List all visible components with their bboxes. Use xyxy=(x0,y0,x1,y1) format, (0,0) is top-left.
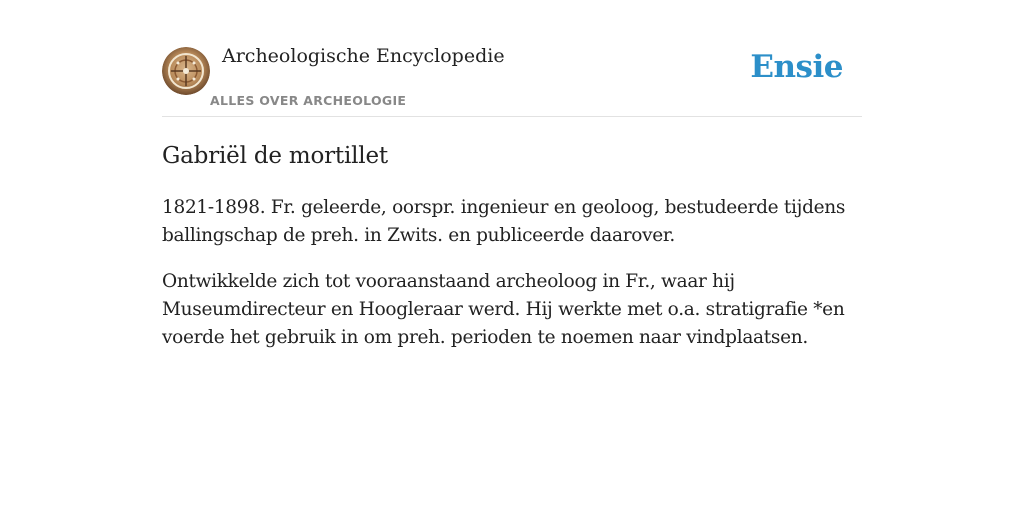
entry-content xyxy=(162,117,862,352)
entry-title: Gabriël de mortillet xyxy=(162,143,388,169)
entry-paragraph: 1821-1898. Fr. geleerde, oorspr. ingenieur en geoloog, bestudeerde tijdens ballingschap de preh. in Zwits. en publiceerde daarover. xyxy=(162,197,846,246)
site-header xyxy=(162,0,862,117)
site-subtitle: ALLES OVER ARCHEOLOGIE xyxy=(210,93,407,108)
page-container xyxy=(162,0,862,352)
site-title-link[interactable]: Archeologische Encyclopedie xyxy=(222,45,505,67)
entry-paragraph: Ontwikkelde zich tot vooraanstaand archeoloog in Fr., waar hij Museumdirecteur en Hoogleraar werd. Hij werkte met o.a. stratigrafie *en voerde het gebruik in om preh. perioden te noemen naar vindplaatsen. xyxy=(162,271,845,348)
archaeological-artifact-logo-icon[interactable] xyxy=(162,47,210,95)
entry-body xyxy=(162,194,862,352)
ensie-brand-link[interactable]: Ensie xyxy=(750,49,843,85)
